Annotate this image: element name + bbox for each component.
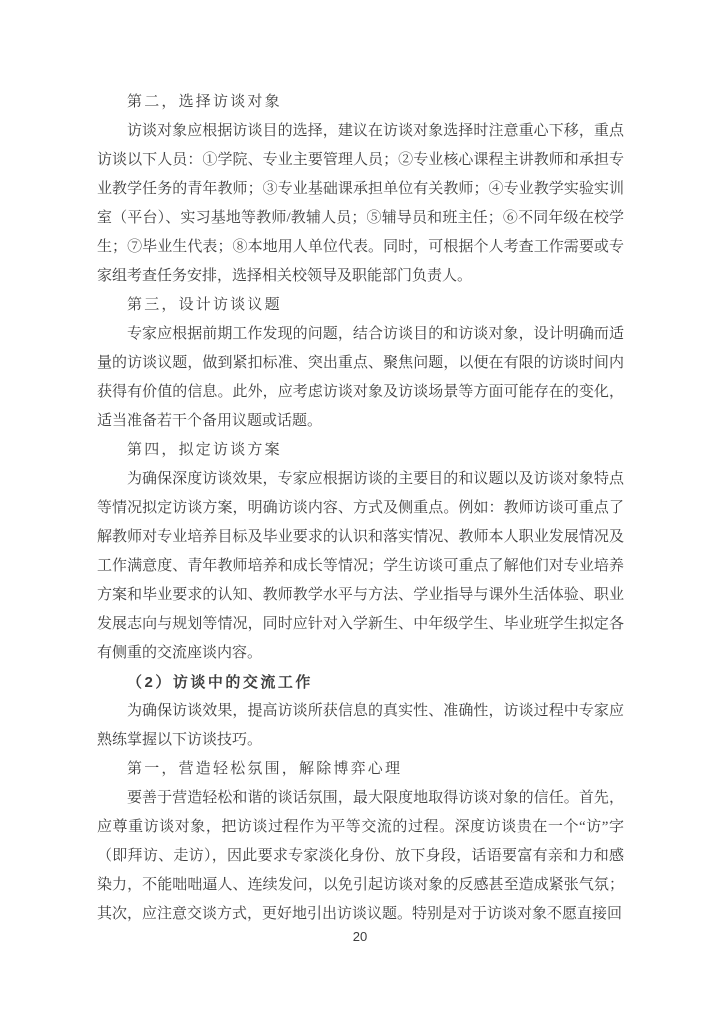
section-subheading: 第三，设计访谈议题 (127, 297, 282, 313)
paragraph: 为确保访谈效果，提高访谈所获信息的真实性、准确性，访谈过程中专家应熟练掌握以下访谈技巧。 (97, 703, 624, 748)
paragraph: 专家应根据前期工作发现的问题，结合访谈目的和访谈对象，设计明确而适量的访谈议题，做到紧扣标准、突出重点、聚焦问题，以便在有限的访谈时间内获得有价值的信息。此外，应考虑访谈对象及访谈场景等方面可能存在的变化，适当准备若干个备用议题或话题。 (97, 326, 624, 429)
section-subheading: 第二，选择访谈对象 (127, 94, 282, 110)
section-heading: （2）访谈中的交流工作 (127, 674, 313, 691)
page-footer (0, 928, 720, 946)
page-number: 20 (352, 929, 368, 944)
paragraph: 为确保深度访谈效果，专家应根据访谈的主要目的和议题以及访谈对象特点等情况拟定访谈方案，明确访谈内容、方式及侧重点。例如：教师访谈可重点了解教师对专业培养目标及毕业要求的认识和落实情况、教师本人职业发展情况及工作满意度、青年教师培养和成长等情况；学生访谈可重点了解他们对专业培养方案和毕业要求的认知、教师教学水平与方法、学业指导与课外生活体验、职业发展志向与规划等情况，同时应针对入学新生、中年级学生、毕业班学生拟定各有侧重的交流座谈内容。 (97, 471, 624, 661)
document-body (97, 88, 624, 929)
section-subheading: 第四，拟定访谈方案 (127, 442, 282, 458)
section-subheading: 第一，营造轻松氛围，解除博弈心理 (127, 761, 403, 777)
paragraph: 要善于营造轻松和谐的谈话氛围，最大限度地取得访谈对象的信任。首先，应尊重访谈对象，把访谈过程作为平等交流的过程。深度访谈贵在一个“访”字（即拜访、走访），因此要求专家淡化身份、放下身段，话语要富有亲和力和感染力，不能咄咄逼人、连续发问，以免引起访谈对象的反感甚至造成紧张气氛；其次，应注意交谈方式，更好地引出访谈议题。特别是对于访谈对象不愿直接回 (97, 790, 624, 922)
paragraph: 访谈对象应根据访谈目的选择，建议在访谈对象选择时注意重心下移，重点访谈以下人员：①学院、专业主要管理人员；②专业核心课程主讲教师和承担专业教学任务的青年教师；③专业基础课承担单位有关教师；④专业教学实验实训室（平台）、实习基地等教师/教辅人员；⑤辅导员和班主任；⑥不同年级在校学生；⑦毕业生代表；⑧本地用人单位代表。同时，可根据个人考查工作需要或专家组考查任务安排，选择相关校领导及职能部门负责人。 (97, 123, 624, 284)
